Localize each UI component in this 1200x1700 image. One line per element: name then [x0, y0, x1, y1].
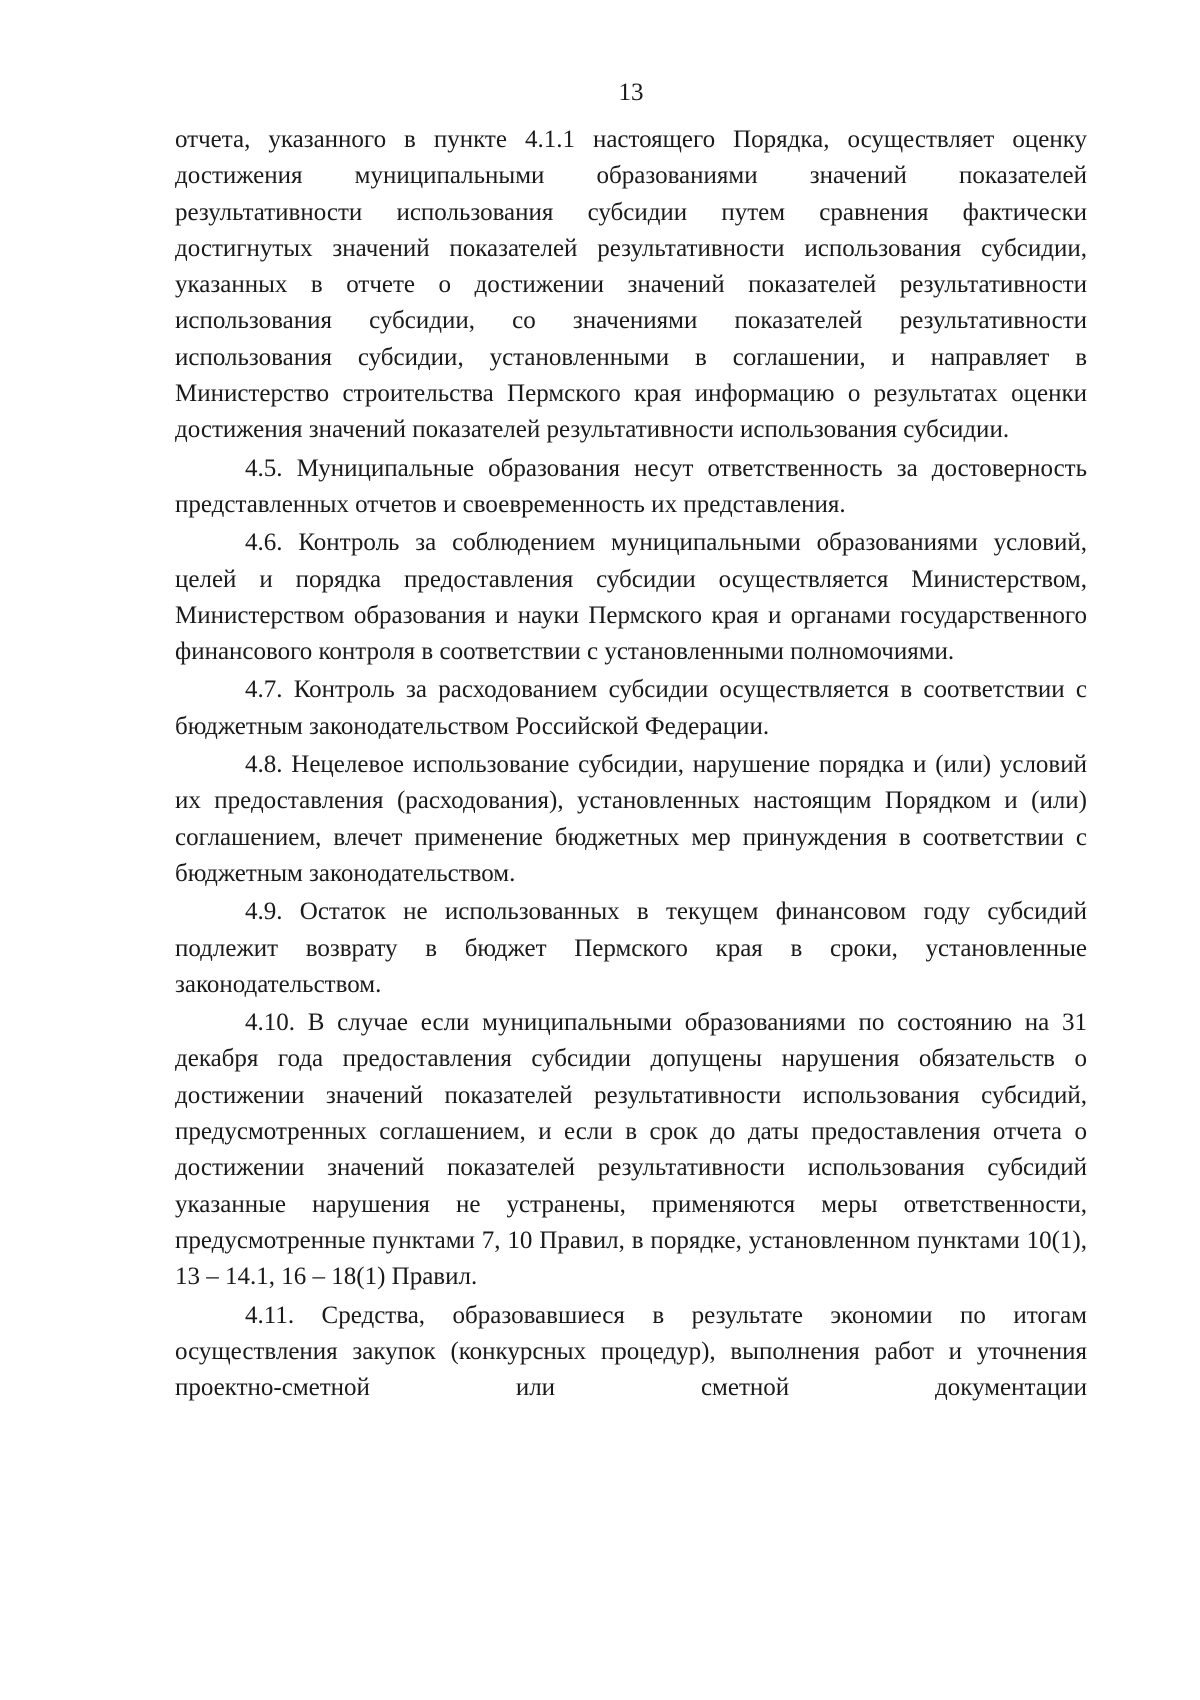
paragraph-4-9: 4.9. Остаток не использованных в текущем финансовом году субсидий подлежит возврату в бюджет Пермского края в сроки, установленные законодательством.	[175, 898, 1087, 998]
paragraph-4-7: 4.7. Контроль за расходованием субсидии осуществляется в соответствии с бюджетным законодательством Российской Федерации.	[175, 676, 1087, 740]
paragraph-4-11: 4.11. Средства, образовавшиеся в результате экономии по итогам осуществления закупок (конкурсных процедур), выполнения работ и уточнения проектно-сметной или сметной документации	[175, 1301, 1087, 1402]
paragraph-4-8: 4.8. Нецелевое использование субсидии, нарушение порядка и (или) условий их предоставления (расходования), установленных настоящим Порядком и (или) соглашением, влечет применение бюджетных мер принуждения в соответствии с бюджетным законодательством.	[175, 751, 1087, 887]
document-body	[175, 122, 1087, 1408]
paragraph-4-4-continuation: отчета, указанного в пункте 4.1.1 настоящего Порядка, осуществляет оценку достижения муниципальными образованиями значений показателей результативности использования субсидии путем сравнения фактически достигнутых значений показателей результативности использования субсидии, указанных в отчете о достижении значений показателей результативности использования субсидии, со значениями показателей результативности использования субсидии, установленными в соглашении, и направляет в Министерство строительства Пермского края информацию о результатах оценки достижения значений показателей результативности использования субсидии.	[175, 126, 1087, 444]
paragraph-4-6: 4.6. Контроль за соблюдением муниципальными образованиями условий, целей и порядка предоставления субсидии осуществляется Министерством, Министерством образования и науки Пермского края и органами государственного финансового контроля в соответствии с установленными полномочиями.	[175, 529, 1087, 666]
paragraph-4-5: 4.5. Муниципальные образования несут ответственность за достоверность представленных отчетов и своевременность их представления.	[175, 454, 1087, 518]
page-number: 13	[618, 79, 644, 106]
paragraph-4-10: 4.10. В случае если муниципальными образованиями по состоянию на 31 декабря года предоставления субсидии допущены нарушения обязательств о достижении значений показателей результативности использования субсидий, предусмотренных соглашением, и если в срок до даты предоставления отчета о достижении значений показателей результативности использования субсидий указанные нарушения не устранены, применяются меры ответственности, предусмотренные пунктами 7, 10 Правил, в порядке, установленном пунктами 10(1), 13 – 14.1, 16 – 18(1) Правил.	[175, 1009, 1087, 1291]
